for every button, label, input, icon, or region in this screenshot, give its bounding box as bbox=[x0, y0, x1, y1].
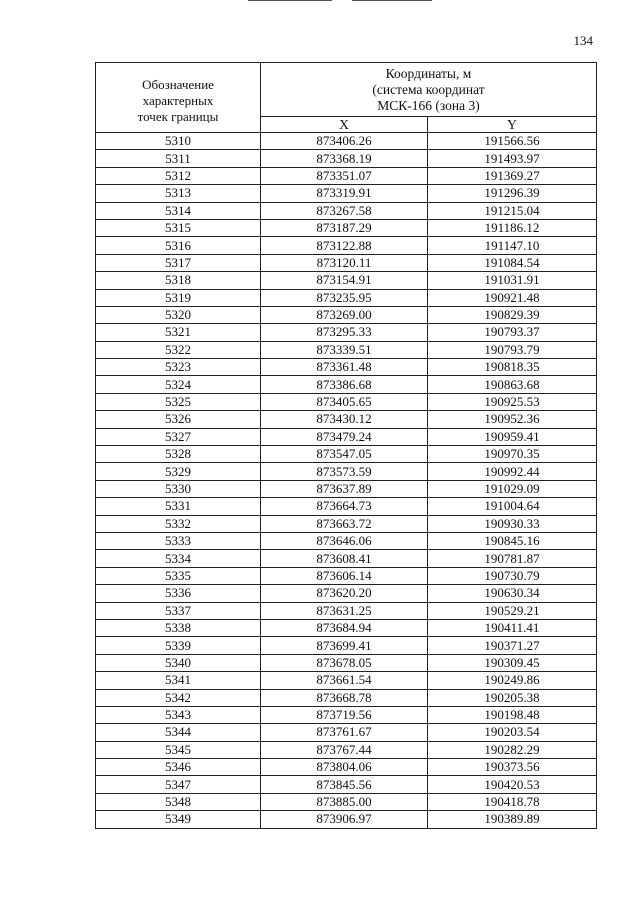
point-number-cell: 5348 bbox=[96, 793, 261, 810]
table-row bbox=[96, 254, 597, 271]
x-coordinate-cell: 873295.33 bbox=[261, 324, 428, 341]
y-coordinate-cell: 191084.54 bbox=[428, 254, 597, 271]
y-coordinate-cell: 190818.35 bbox=[428, 359, 597, 376]
table-row bbox=[96, 167, 597, 184]
table-row bbox=[96, 272, 597, 289]
point-number-cell: 5314 bbox=[96, 202, 261, 219]
table-row bbox=[96, 341, 597, 358]
y-coordinate-cell: 190389.89 bbox=[428, 811, 597, 828]
table-body bbox=[96, 133, 597, 829]
x-coordinate-cell: 873430.12 bbox=[261, 411, 428, 428]
y-coordinate-cell: 190730.79 bbox=[428, 567, 597, 584]
table-row bbox=[96, 289, 597, 306]
point-number-cell: 5336 bbox=[96, 585, 261, 602]
table-row bbox=[96, 237, 597, 254]
x-coordinate-cell: 873120.11 bbox=[261, 254, 428, 271]
top-rule-right bbox=[352, 0, 432, 1]
table-row bbox=[96, 411, 597, 428]
point-number-cell: 5310 bbox=[96, 133, 261, 150]
coords-header-line: (система координат bbox=[372, 82, 485, 97]
point-number-cell: 5340 bbox=[96, 654, 261, 671]
y-coordinate-cell: 191004.64 bbox=[428, 498, 597, 515]
point-number-cell: 5346 bbox=[96, 759, 261, 776]
table-row bbox=[96, 602, 597, 619]
y-coordinate-cell: 191493.97 bbox=[428, 150, 597, 167]
x-coordinate-cell: 873405.65 bbox=[261, 393, 428, 410]
point-number-cell: 5322 bbox=[96, 341, 261, 358]
point-number-cell: 5327 bbox=[96, 428, 261, 445]
x-coordinate-cell: 873906.97 bbox=[261, 811, 428, 828]
x-coordinate-cell: 873187.29 bbox=[261, 219, 428, 236]
x-coordinate-cell: 873339.51 bbox=[261, 341, 428, 358]
x-coordinate-cell: 873661.54 bbox=[261, 672, 428, 689]
x-coordinate-cell: 873678.05 bbox=[261, 654, 428, 671]
table-row bbox=[96, 446, 597, 463]
point-number-cell: 5318 bbox=[96, 272, 261, 289]
x-coordinate-cell: 873845.56 bbox=[261, 776, 428, 793]
point-number-cell: 5320 bbox=[96, 306, 261, 323]
table-row bbox=[96, 393, 597, 410]
point-header-line: характерных bbox=[142, 92, 214, 108]
table-row bbox=[96, 637, 597, 654]
point-number-cell: 5326 bbox=[96, 411, 261, 428]
x-coordinate-cell: 873351.07 bbox=[261, 167, 428, 184]
y-coordinate-cell: 191566.56 bbox=[428, 133, 597, 150]
point-number-cell: 5313 bbox=[96, 185, 261, 202]
x-coordinate-cell: 873267.58 bbox=[261, 202, 428, 219]
point-number-cell: 5337 bbox=[96, 602, 261, 619]
x-coordinate-cell: 873637.89 bbox=[261, 480, 428, 497]
table-row bbox=[96, 306, 597, 323]
y-coordinate-cell: 190198.48 bbox=[428, 706, 597, 723]
x-coordinate-cell: 873154.91 bbox=[261, 272, 428, 289]
point-number-cell: 5323 bbox=[96, 359, 261, 376]
table-row bbox=[96, 133, 597, 150]
y-coordinate-cell: 191215.04 bbox=[428, 202, 597, 219]
point-number-cell: 5345 bbox=[96, 741, 261, 758]
x-coordinate-cell: 873684.94 bbox=[261, 619, 428, 636]
coordinates-table bbox=[95, 62, 597, 829]
table-row bbox=[96, 498, 597, 515]
table-row bbox=[96, 515, 597, 532]
x-coordinate-cell: 873663.72 bbox=[261, 515, 428, 532]
y-coordinate-cell: 190411.41 bbox=[428, 619, 597, 636]
x-coordinate-cell: 873767.44 bbox=[261, 741, 428, 758]
y-coordinate-cell: 190829.39 bbox=[428, 306, 597, 323]
y-coordinate-cell: 190793.37 bbox=[428, 324, 597, 341]
point-number-cell: 5330 bbox=[96, 480, 261, 497]
point-number-cell: 5317 bbox=[96, 254, 261, 271]
table-row bbox=[96, 185, 597, 202]
x-coordinate-cell: 873386.68 bbox=[261, 376, 428, 393]
table-row bbox=[96, 376, 597, 393]
x-coordinate-cell: 873620.20 bbox=[261, 585, 428, 602]
point-number-cell: 5311 bbox=[96, 150, 261, 167]
x-coordinate-cell: 873608.41 bbox=[261, 550, 428, 567]
y-coordinate-cell: 190952.36 bbox=[428, 411, 597, 428]
y-coordinate-cell: 191031.91 bbox=[428, 272, 597, 289]
point-number-cell: 5341 bbox=[96, 672, 261, 689]
x-coordinate-cell: 873631.25 bbox=[261, 602, 428, 619]
page-number: 134 bbox=[573, 33, 593, 48]
point-number-cell: 5329 bbox=[96, 463, 261, 480]
x-coordinate-cell: 873719.56 bbox=[261, 706, 428, 723]
point-number-cell: 5315 bbox=[96, 219, 261, 236]
y-coordinate-cell: 191147.10 bbox=[428, 237, 597, 254]
y-coordinate-cell: 190418.78 bbox=[428, 793, 597, 810]
table-row bbox=[96, 463, 597, 480]
y-coordinate-cell: 190863.68 bbox=[428, 376, 597, 393]
table-row bbox=[96, 776, 597, 793]
x-coordinate-cell: 873664.73 bbox=[261, 498, 428, 515]
header-row-main bbox=[96, 63, 597, 117]
point-number-cell: 5347 bbox=[96, 776, 261, 793]
coords-header-line: МСК-166 (зона 3) bbox=[377, 98, 480, 113]
table-row bbox=[96, 724, 597, 741]
x-coordinate-cell: 873479.24 bbox=[261, 428, 428, 445]
x-coordinate-cell: 873699.41 bbox=[261, 637, 428, 654]
x-coordinate-cell: 873368.19 bbox=[261, 150, 428, 167]
table-row bbox=[96, 359, 597, 376]
point-number-cell: 5319 bbox=[96, 289, 261, 306]
x-coordinate-cell: 873547.05 bbox=[261, 446, 428, 463]
y-coordinate-cell: 190930.33 bbox=[428, 515, 597, 532]
y-coordinate-cell: 190781.87 bbox=[428, 550, 597, 567]
y-coordinate-cell: 190959.41 bbox=[428, 428, 597, 445]
y-coordinate-cell: 191369.27 bbox=[428, 167, 597, 184]
table-row bbox=[96, 654, 597, 671]
point-number-cell: 5339 bbox=[96, 637, 261, 654]
table-row bbox=[96, 811, 597, 828]
y-coordinate-cell: 190630.34 bbox=[428, 585, 597, 602]
table-row bbox=[96, 219, 597, 236]
y-coordinate-cell: 190925.53 bbox=[428, 393, 597, 410]
table-row bbox=[96, 150, 597, 167]
y-column-header: Y bbox=[428, 117, 597, 133]
point-number-cell: 5344 bbox=[96, 724, 261, 741]
x-coordinate-cell: 873885.00 bbox=[261, 793, 428, 810]
table-row bbox=[96, 324, 597, 341]
point-number-cell: 5333 bbox=[96, 532, 261, 549]
table-row bbox=[96, 689, 597, 706]
y-coordinate-cell: 190420.53 bbox=[428, 776, 597, 793]
point-number-cell: 5342 bbox=[96, 689, 261, 706]
table-row bbox=[96, 550, 597, 567]
x-coordinate-cell: 873235.95 bbox=[261, 289, 428, 306]
table-row bbox=[96, 567, 597, 584]
x-coordinate-cell: 873804.06 bbox=[261, 759, 428, 776]
x-coordinate-cell: 873361.48 bbox=[261, 359, 428, 376]
x-coordinate-cell: 873319.91 bbox=[261, 185, 428, 202]
y-coordinate-cell: 191186.12 bbox=[428, 219, 597, 236]
top-rule-left bbox=[248, 0, 332, 1]
x-coordinate-cell: 873406.26 bbox=[261, 133, 428, 150]
table-row bbox=[96, 706, 597, 723]
x-coordinate-cell: 873573.59 bbox=[261, 463, 428, 480]
table-row bbox=[96, 741, 597, 758]
table-row bbox=[96, 672, 597, 689]
table-row bbox=[96, 202, 597, 219]
point-number-cell: 5324 bbox=[96, 376, 261, 393]
point-designation-header bbox=[96, 63, 261, 133]
table-row bbox=[96, 619, 597, 636]
y-coordinate-cell: 190282.29 bbox=[428, 741, 597, 758]
point-number-cell: 5316 bbox=[96, 237, 261, 254]
y-coordinate-cell: 190371.27 bbox=[428, 637, 597, 654]
point-number-cell: 5321 bbox=[96, 324, 261, 341]
y-coordinate-cell: 190845.16 bbox=[428, 532, 597, 549]
point-number-cell: 5349 bbox=[96, 811, 261, 828]
point-number-cell: 5312 bbox=[96, 167, 261, 184]
point-header-line: точек границы bbox=[137, 108, 219, 124]
y-coordinate-cell: 190249.86 bbox=[428, 672, 597, 689]
table-row bbox=[96, 793, 597, 810]
y-coordinate-cell: 190793.79 bbox=[428, 341, 597, 358]
table-row bbox=[96, 480, 597, 497]
coords-header-line: Координаты, м bbox=[385, 66, 472, 81]
x-coordinate-cell: 873269.00 bbox=[261, 306, 428, 323]
point-number-cell: 5328 bbox=[96, 446, 261, 463]
y-coordinate-cell: 190373.56 bbox=[428, 759, 597, 776]
table-header bbox=[96, 63, 597, 133]
y-coordinate-cell: 191029.09 bbox=[428, 480, 597, 497]
y-coordinate-cell: 190970.35 bbox=[428, 446, 597, 463]
x-coordinate-cell: 873122.88 bbox=[261, 237, 428, 254]
y-coordinate-cell: 190309.45 bbox=[428, 654, 597, 671]
point-header-line: Обозначение bbox=[142, 76, 214, 92]
y-coordinate-cell: 190205.38 bbox=[428, 689, 597, 706]
table-row bbox=[96, 532, 597, 549]
y-coordinate-cell: 191296.39 bbox=[428, 185, 597, 202]
x-coordinate-cell: 873646.06 bbox=[261, 532, 428, 549]
point-number-cell: 5335 bbox=[96, 567, 261, 584]
y-coordinate-cell: 190921.48 bbox=[428, 289, 597, 306]
x-coordinate-cell: 873668.78 bbox=[261, 689, 428, 706]
table-row bbox=[96, 428, 597, 445]
coordinates-header bbox=[261, 63, 597, 117]
y-coordinate-cell: 190203.54 bbox=[428, 724, 597, 741]
x-coordinate-cell: 873606.14 bbox=[261, 567, 428, 584]
point-number-cell: 5325 bbox=[96, 393, 261, 410]
table-row bbox=[96, 759, 597, 776]
point-number-cell: 5331 bbox=[96, 498, 261, 515]
point-number-cell: 5334 bbox=[96, 550, 261, 567]
point-number-cell: 5338 bbox=[96, 619, 261, 636]
point-number-cell: 5343 bbox=[96, 706, 261, 723]
y-coordinate-cell: 190529.21 bbox=[428, 602, 597, 619]
x-coordinate-cell: 873761.67 bbox=[261, 724, 428, 741]
table-row bbox=[96, 585, 597, 602]
x-column-header: X bbox=[261, 117, 428, 133]
y-coordinate-cell: 190992.44 bbox=[428, 463, 597, 480]
point-number-cell: 5332 bbox=[96, 515, 261, 532]
